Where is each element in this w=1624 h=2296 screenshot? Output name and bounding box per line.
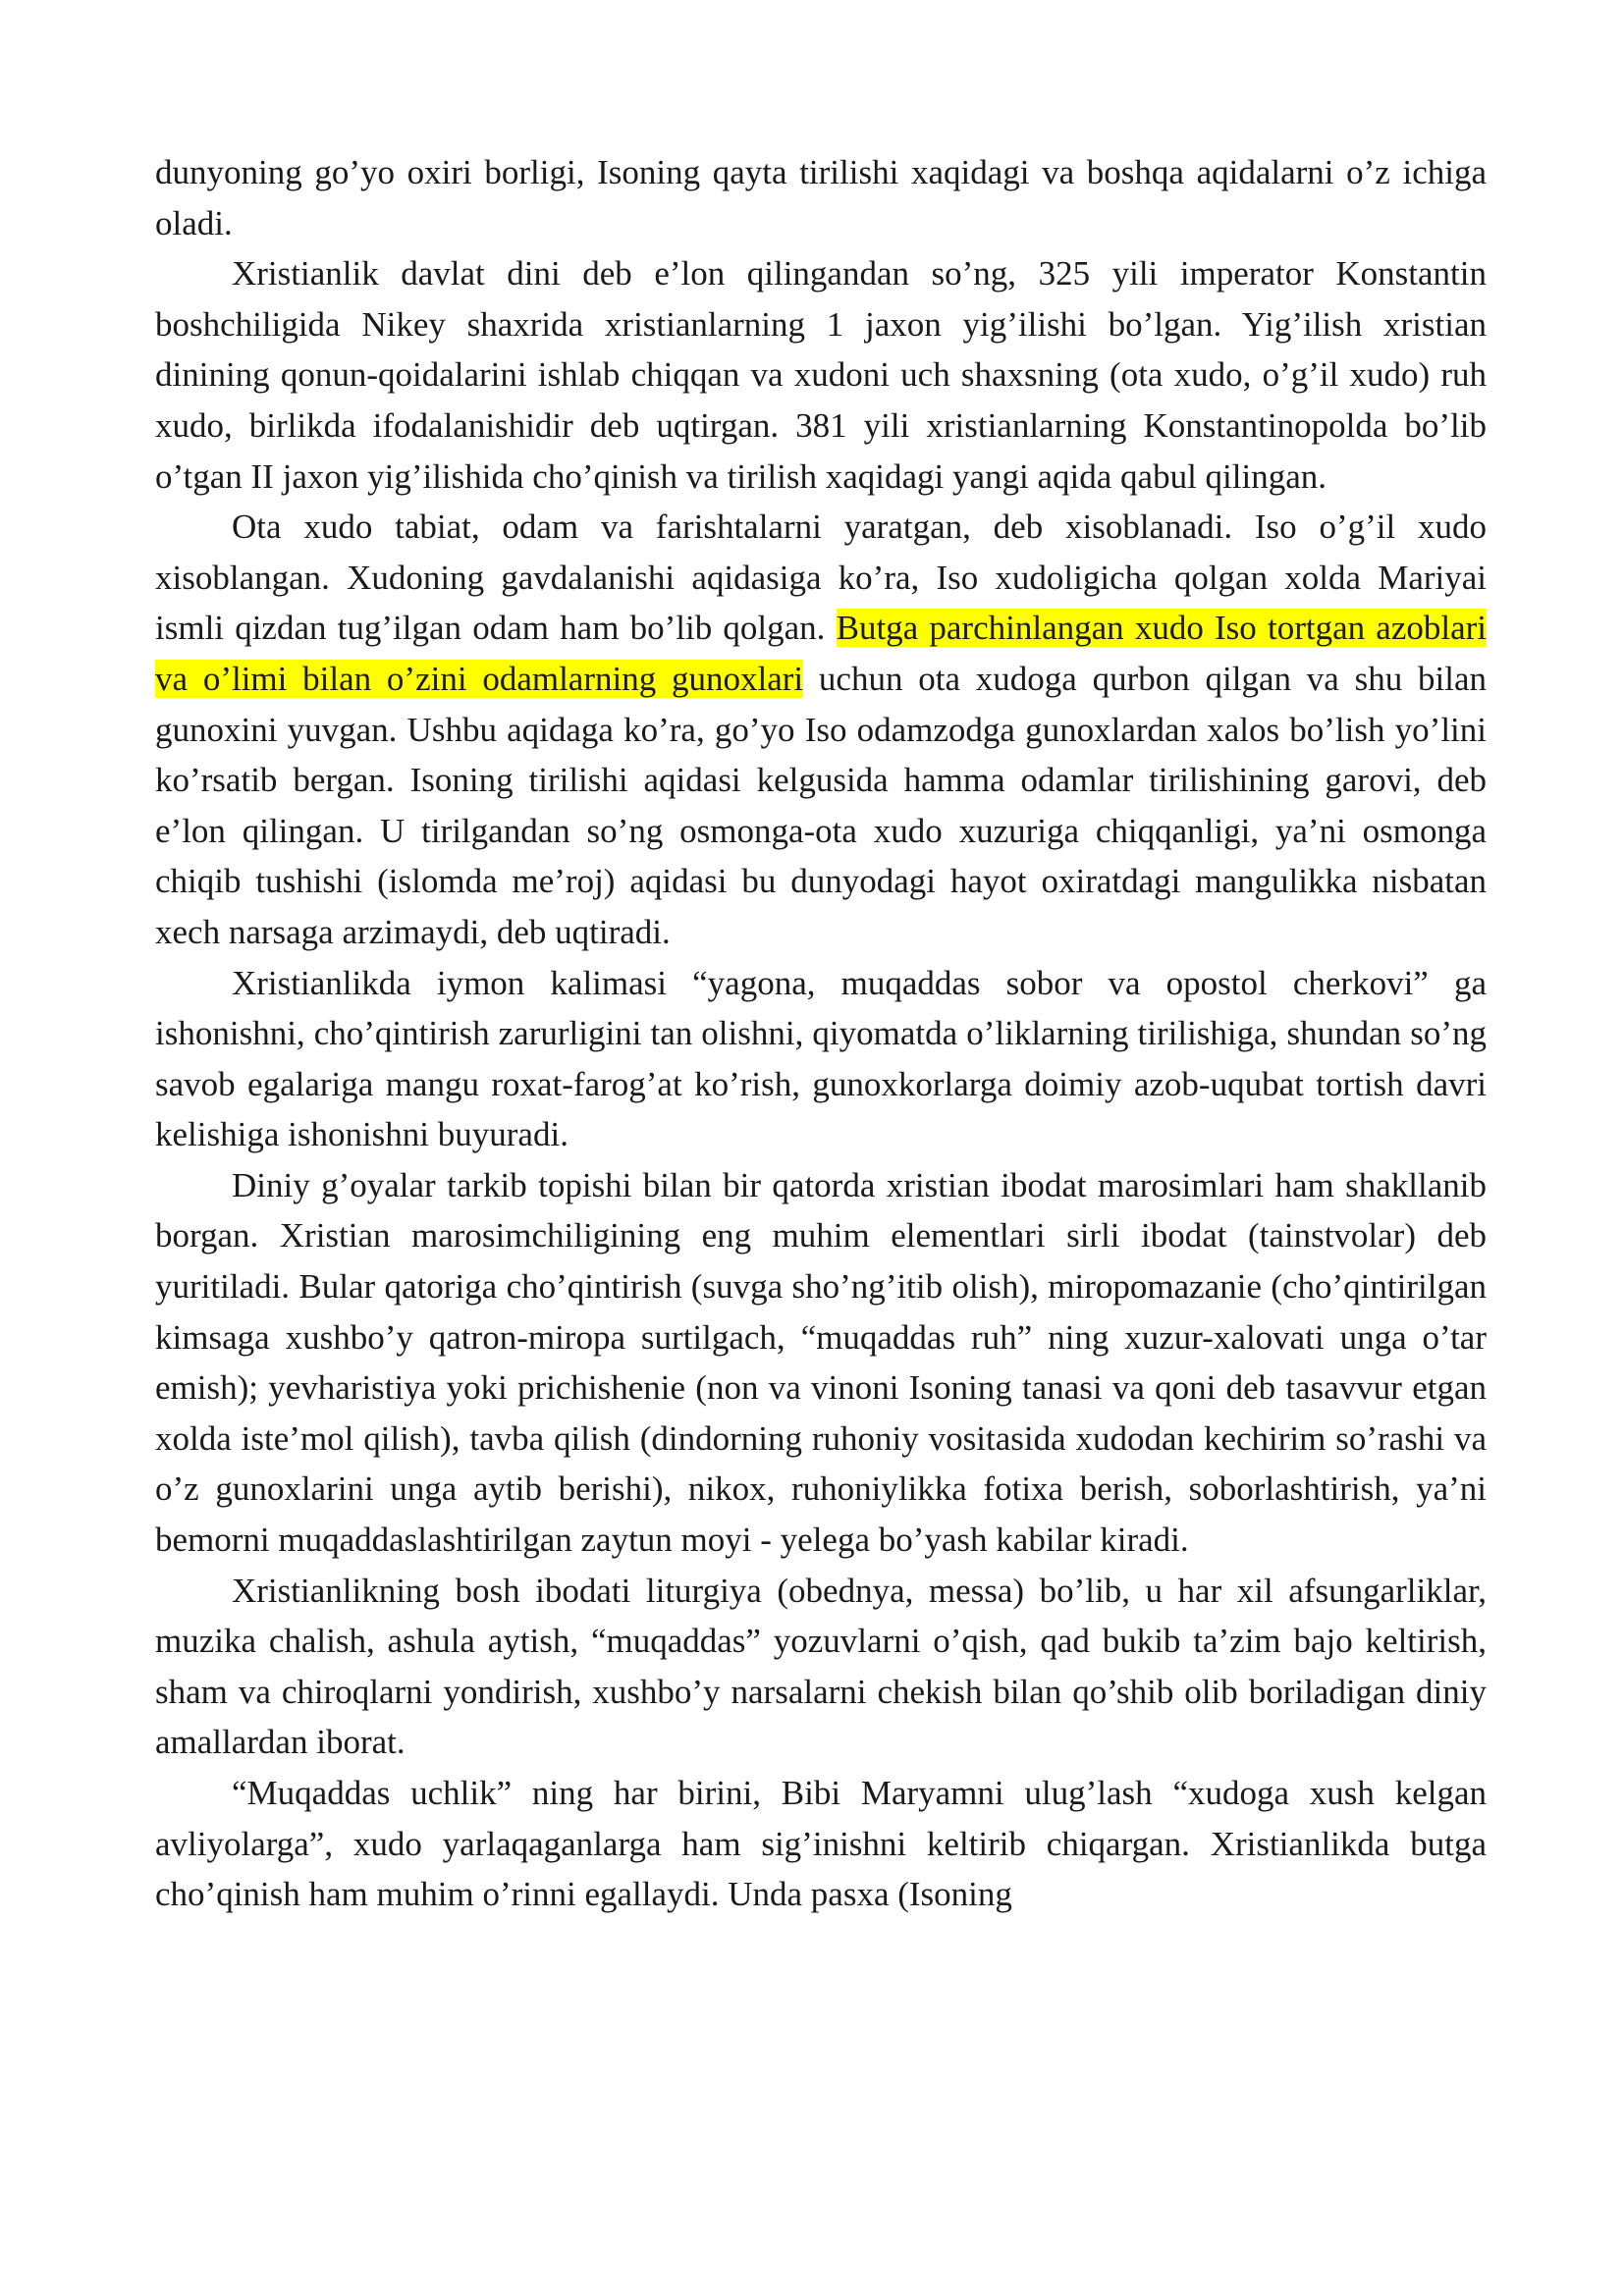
- paragraph-sacraments: Diniy g’oyalar tarkib topishi bilan bir qatorda xristian ibodat marosimlari ham shakllanib borgan. Xristian marosimchiligining eng muhim elementlari sirli ibodat (tainstvolar) deb yuritiladi. Bular qatoriga cho’qintirish (suvga sho’ng’itib olish), miropomazanie (cho’qintirilgan kimsaga xushbo’y qatron-miropa surtilgach, “muqaddas ruh” ning xuzur-xalovati unga o’tar emish); yevharistiya yoki prichishenie (non va vinoni Isoning tanasi va qoni deb tasavvur etgan xolda iste’mol qilish), tavba qilish (dindorning ruhoniy vositasida xudodan kechirim so’rashi va o’z gunoxlarini unga aytib berishi), nikox, ruhoniylikka fotixa berish, soborlashtirish, ya’ni bemorni muqaddaslashtirilgan zaytun moyi - yelega bo’yash kabilar kiradi.: [155, 1165, 1487, 1560]
- paragraph-nicaea-council: Xristianlik davlat dini deb e’lon qilingandan so’ng, 325 yili imperator Konstantin boshchiligida Nikey shaxrida xristianlarning 1 jaxon yig’ilishi bo’lgan. Yig’ilish xristian dinining qonun-qoidalarini ishlab chiqqan va xudoni uch shaxsning (ota xudo, o’g’il xudo) ruh xudo, birlikda ifodalanishidir deb uqtirgan. 381 yili xristianlarning Konstantinopolda bo’lib o’tgan II jaxon yig’ilishida cho’qinish va tirilish xaqidagi yangi aqida qabul qilingan.: [155, 254, 1487, 496]
- paragraph-trinity-veneration: “Muqaddas uchlik” ning har birini, Bibi Maryamni ulug’lash “xudoga xush kelgan avliyolarga”, xudo yarlaqaganlarga ham sig’inishni keltirib chiqargan. Xristianlikda butga cho’qinish ham muhim o’rinni egallaydi. Unda pasxa (Isoning: [155, 1774, 1487, 1914]
- document-page: [155, 147, 1487, 1920]
- paragraph-text-before-highlight: Ota xudo tabiat, odam va farishtalarni yaratgan, deb xisoblanadi. Iso o’g’il xudo xisoblangan. Xudoning gavdalanishi aqidasiga ko’ra, Iso xudoligicha qolgan xolda Mariyai ismli qizdan tug’ilgan odam ham bo’lib qolgan.: [155, 507, 1487, 648]
- paragraph-text-after-highlight: uchun ota xudoga qurbon qilgan va shu bilan gunoxini yuvgan. Ushbu aqidaga ko’ra, go’yo Iso odamzodga gunoxlardan xalos bo’lish yo’lini ko’rsatib bergan. Isoning tirilishi aqidasi kelgusida hamma odamlar tirilishining garovi, deb e’lon qilingan. U tirilgandan so’ng osmonga-ota xudo xuzuriga chiqqanligi, ya’ni osmonga chiqib tushishi (islomda me’roj) aqidasi bu dunyodagi hayot oxiratdagi mangulikka nisbatan xech narsaga arzimaydi, deb uqtiradi.: [155, 659, 1488, 951]
- paragraph-liturgy: Xristianlikning bosh ibodati liturgiya (obednya, messa) bo’lib, u har xil afsungarliklar, muzika chalish, ashula aytish, “muqaddas” yozuvlarni o’qish, qad bukib ta’zim bajo keltirish, sham va chiroqlarni yondirish, xushbo’y narsalarni chekish bilan qo’shib olib boriladigan diniy amallardan iborat.: [155, 1571, 1487, 1762]
- paragraph-continuation: dunyoning go’yo oxiri borligi, Isoning qayta tirilishi xaqidagi va boshqa aqidalarni o’z ichiga oladi.: [155, 153, 1487, 242]
- highlighted-text: Butga parchinlangan xudo Iso tortgan azoblari va o’limi bilan o’zini odamlarning gunoxlari: [155, 609, 1488, 698]
- paragraph-creed: Xristianlikda iymon kalimasi “yagona, muqaddas sobor va opostol cherkovi” ga ishonishni, cho’qintirish zarurligini tan olishni, qiyomatda o’liklarning tirilishiga, shundan so’ng savob egalariga mangu roxat-farog’at ko’rish, gunoxkorlarga doimiy azob-uqubat tortish davri kelishiga ishonishni buyuradi.: [155, 963, 1487, 1154]
- paragraph-father-son-doctrine: [155, 502, 1487, 957]
